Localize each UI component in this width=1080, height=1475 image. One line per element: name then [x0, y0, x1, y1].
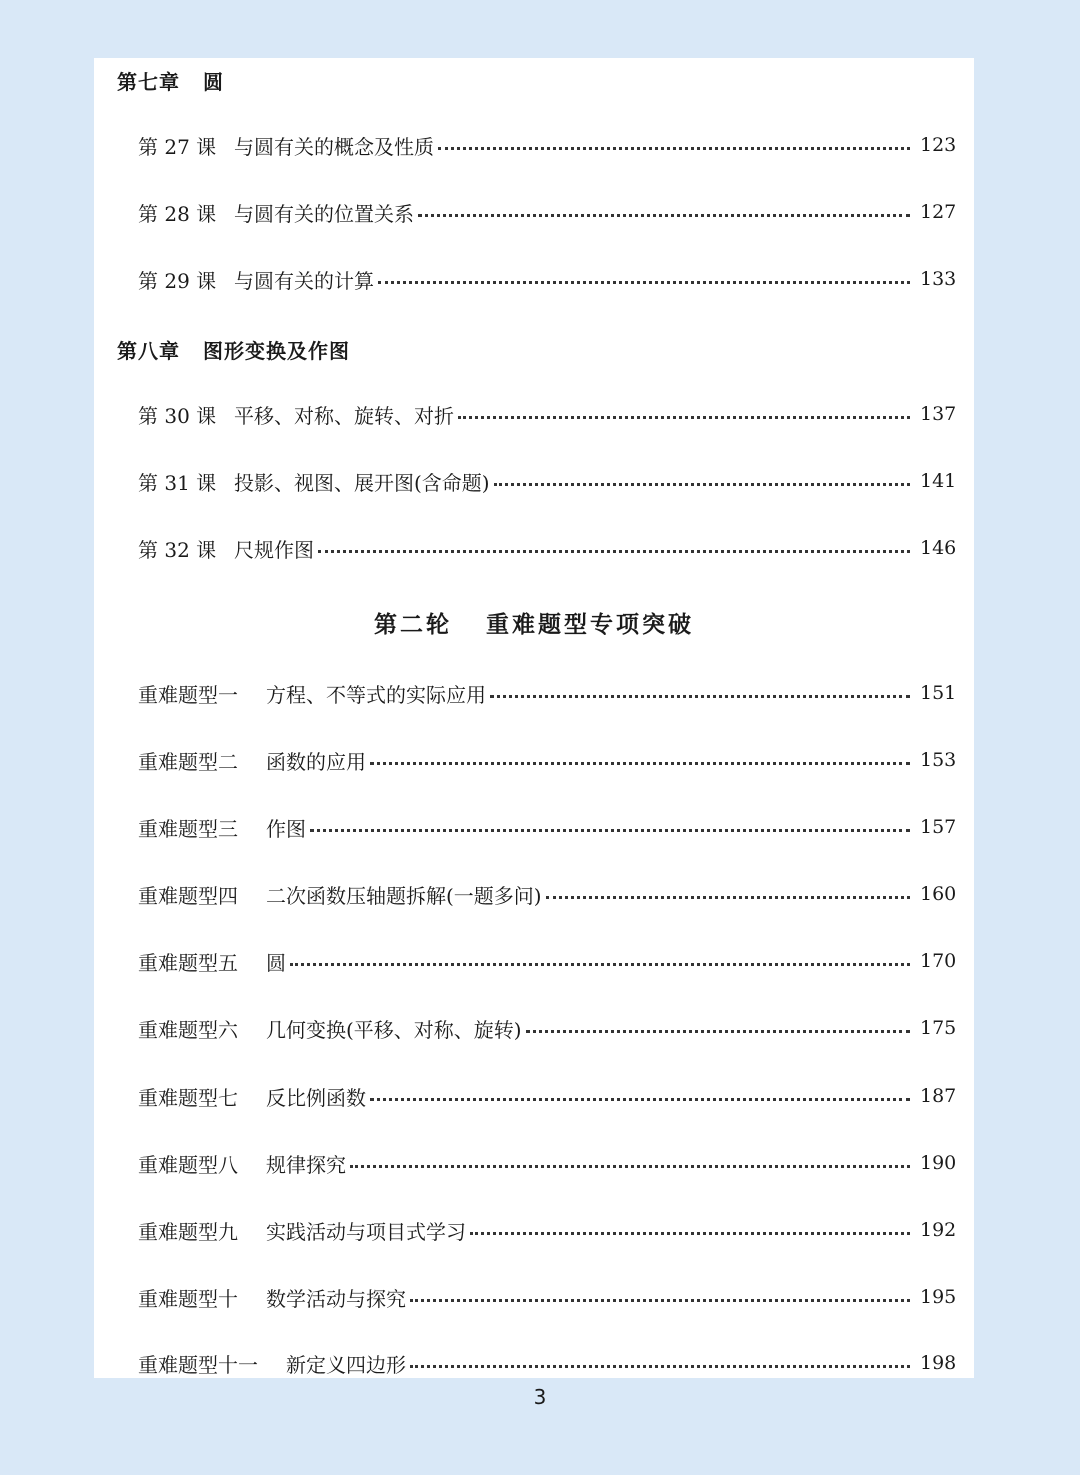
toc-entry[interactable] — [138, 946, 957, 976]
type-label: 重难题型六 — [138, 1017, 238, 1042]
type-label: 重难题型十 — [138, 1286, 238, 1311]
toc-entry[interactable] — [138, 466, 957, 496]
entry-title: 圆 — [266, 950, 286, 975]
chapter-number: 第八章 — [117, 339, 180, 363]
toc-entry[interactable] — [138, 399, 957, 429]
page-ref: 160 — [920, 883, 957, 905]
page-ref: 175 — [920, 1017, 957, 1039]
toc-entry[interactable] — [138, 745, 957, 775]
type-label: 重难题型五 — [138, 950, 238, 975]
page-ref: 153 — [920, 749, 957, 771]
entry-title: 与圆有关的计算 — [234, 268, 374, 293]
page-ref: 198 — [920, 1352, 957, 1374]
type-label: 重难题型三 — [138, 816, 238, 841]
entry-title: 尺规作图 — [234, 537, 314, 562]
page-ref: 151 — [920, 682, 957, 704]
toc-entry[interactable] — [138, 1282, 957, 1312]
dot-leader — [310, 829, 910, 832]
dot-leader — [494, 483, 910, 486]
chapter-title: 圆 — [203, 70, 224, 94]
toc-entry[interactable] — [138, 1148, 957, 1178]
dot-leader — [458, 416, 910, 419]
type-label: 重难题型七 — [138, 1085, 238, 1110]
dot-leader — [370, 762, 910, 765]
type-label: 重难题型八 — [138, 1152, 238, 1177]
toc-entry[interactable] — [138, 1081, 957, 1111]
page-ref: 127 — [920, 201, 957, 223]
entry-title: 新定义四边形 — [286, 1352, 406, 1377]
dot-leader — [290, 963, 910, 966]
entry-title: 方程、不等式的实际应用 — [266, 682, 486, 707]
chapter-heading-8 — [117, 335, 350, 364]
type-label: 重难题型一 — [138, 682, 238, 707]
toc-entry[interactable] — [138, 130, 957, 160]
page-ref: 141 — [920, 470, 957, 492]
dot-leader — [370, 1098, 910, 1101]
page-ref: 195 — [920, 1286, 957, 1308]
page-ref: 190 — [920, 1152, 957, 1174]
entry-title: 实践活动与项目式学习 — [266, 1219, 466, 1244]
lesson-number: 第 29 课 — [138, 268, 217, 293]
dot-leader — [438, 147, 910, 150]
page-ref: 170 — [920, 950, 957, 972]
section-heading — [94, 606, 974, 639]
page-ref: 187 — [920, 1085, 957, 1107]
entry-title: 二次函数压轴题拆解(一题多问) — [266, 883, 542, 908]
lesson-number: 第 27 课 — [138, 134, 217, 159]
lesson-number: 第 32 课 — [138, 537, 217, 562]
lesson-number: 第 28 课 — [138, 201, 217, 226]
toc-entry[interactable] — [138, 1013, 957, 1043]
chapter-heading-7 — [117, 66, 224, 95]
page-ref: 133 — [920, 268, 957, 290]
dot-leader — [410, 1299, 910, 1302]
page-ref: 137 — [920, 403, 957, 425]
page-number: 3 — [533, 1385, 547, 1409]
entry-title: 与圆有关的位置关系 — [234, 201, 414, 226]
chapter-title: 图形变换及作图 — [203, 339, 350, 363]
dot-leader — [318, 550, 910, 553]
dot-leader — [490, 695, 910, 698]
toc-entry[interactable] — [138, 879, 957, 909]
toc-entry[interactable] — [138, 678, 957, 708]
entry-title: 数学活动与探究 — [266, 1286, 406, 1311]
entry-title: 反比例函数 — [266, 1085, 366, 1110]
dot-leader — [350, 1165, 910, 1168]
dot-leader — [410, 1365, 910, 1368]
entry-title: 作图 — [266, 816, 306, 841]
page-sheet — [94, 58, 974, 1378]
entry-title: 规律探究 — [266, 1152, 346, 1177]
section-title: 重难题型专项突破 — [486, 612, 694, 638]
page-ref: 157 — [920, 816, 957, 838]
chapter-number: 第七章 — [117, 70, 180, 94]
type-label: 重难题型十一 — [138, 1352, 258, 1377]
section-round: 第二轮 — [374, 612, 452, 638]
toc-entry[interactable] — [138, 1348, 957, 1378]
toc-entry[interactable] — [138, 197, 957, 227]
page-ref: 146 — [920, 537, 957, 559]
page-ref: 123 — [920, 134, 957, 156]
entry-title: 几何变换(平移、对称、旋转) — [266, 1017, 522, 1042]
toc-entry[interactable] — [138, 812, 957, 842]
dot-leader — [526, 1030, 910, 1033]
toc-entry[interactable] — [138, 1215, 957, 1245]
lesson-number: 第 30 课 — [138, 403, 217, 428]
type-label: 重难题型二 — [138, 749, 238, 774]
type-label: 重难题型四 — [138, 883, 238, 908]
page-ref: 192 — [920, 1219, 957, 1241]
entry-title: 投影、视图、展开图(含命题) — [234, 470, 490, 495]
dot-leader — [470, 1232, 910, 1235]
entry-title: 函数的应用 — [266, 749, 366, 774]
dot-leader — [418, 214, 910, 217]
toc-entry[interactable] — [138, 264, 957, 294]
entry-title: 平移、对称、旋转、对折 — [234, 403, 454, 428]
dot-leader — [378, 281, 910, 284]
lesson-number: 第 31 课 — [138, 470, 217, 495]
type-label: 重难题型九 — [138, 1219, 238, 1244]
toc-entry[interactable] — [138, 533, 957, 563]
dot-leader — [546, 896, 910, 899]
entry-title: 与圆有关的概念及性质 — [234, 134, 434, 159]
